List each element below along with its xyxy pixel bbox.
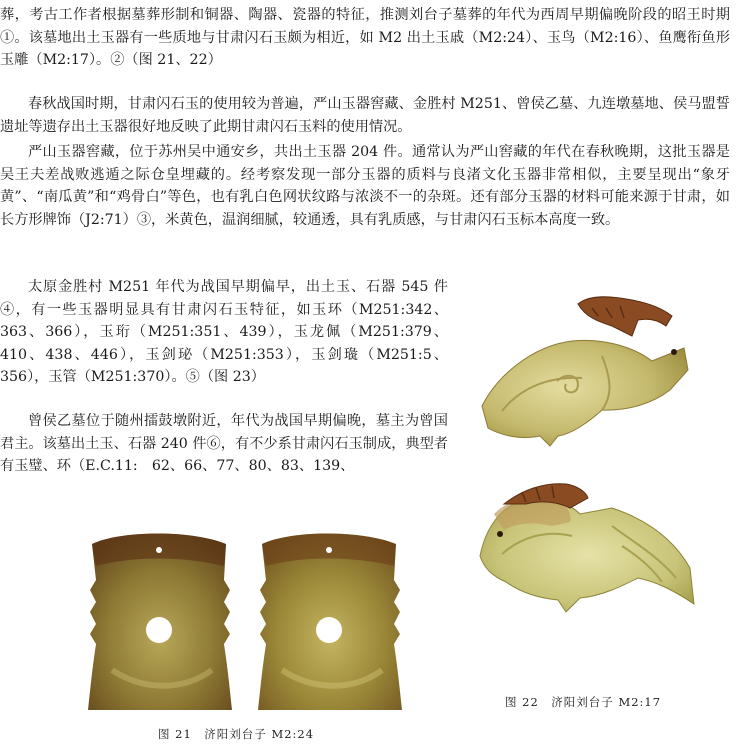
figure-22-caption: 图 22 济阳刘台子 M2:17: [505, 695, 662, 709]
figure-22-image: [462, 286, 710, 676]
jade-axe-photo: [82, 520, 412, 712]
paragraph-5: 曾侯乙墓位于随州擂鼓墩附近，年代为战国早期偏晚，墓主为曾国君主。该墓出土玉、石器 240 件⑥，有不少系甘肃闪石玉制成，典型者有玉璧、环（E.C.11: 62、66、77、80、83、139、: [0, 413, 448, 475]
figure-21-image: [82, 520, 412, 712]
paragraph-3: 严山玉器窖藏，位于苏州吴中通安乡，共出土玉器 204 件。通常认为严山窖藏的年代在春秋晚期，这批玉器是吴王夫差战败逃遁之际仓皇埋藏的。经考察发现一部分玉器的质料与良渚文化玉器非常相似，主要呈现出“象牙黄”、“南瓜黄”和“鸡骨白”等色，也有乳白色网状纹路与浓淡不一的杂斑。还有部分玉器的材料可能来源于甘肃，如长方形牌饰（J2:71）③，米黄色，温润细腻，较通透，具有乳质感，与甘肃闪石玉标本高度一致。: [0, 144, 730, 228]
paragraph-1: 葬，考古工作者根据墓葬形制和铜器、陶器、瓷器的特征，推测刘台子墓葬的年代为西周早期偏晚阶段的昭王时期①。该墓地出土玉器有一些质地与甘肃闪石玉颇为相近，如 M2 出土玉戚（M2:24）、玉鸟（M2:16）、鱼鹰衔鱼形玉雕（M2:17）。②（图 21、22）: [0, 7, 730, 69]
paragraph-4: 太原金胜村 M251 年代为战国早期偏早，出土玉、石器 545 件④，有一些玉器明显具有甘肃闪石玉特征，如玉环（M251:342、363、366），玉珩（M251:351、439），玉龙佩（M251:379、410、438、446），玉剑珌（M251:353），玉剑璏（M251:5、356），玉管（M251:370）。⑤（图 23）: [0, 279, 448, 386]
figure-21-caption: 图 21 济阳刘台子 M2:24: [158, 727, 315, 741]
fish-eagle-jade-photo: [462, 286, 710, 676]
paragraph-2: 春秋战国时期，甘肃闪石玉的使用较为普遍，严山玉器窖藏、金胜村 M251、曾侯乙墓、九连墩墓地、侯马盟誓遗址等遗存出土玉器很好地反映了此期甘肃闪石玉料的使用情况。: [0, 96, 730, 135]
